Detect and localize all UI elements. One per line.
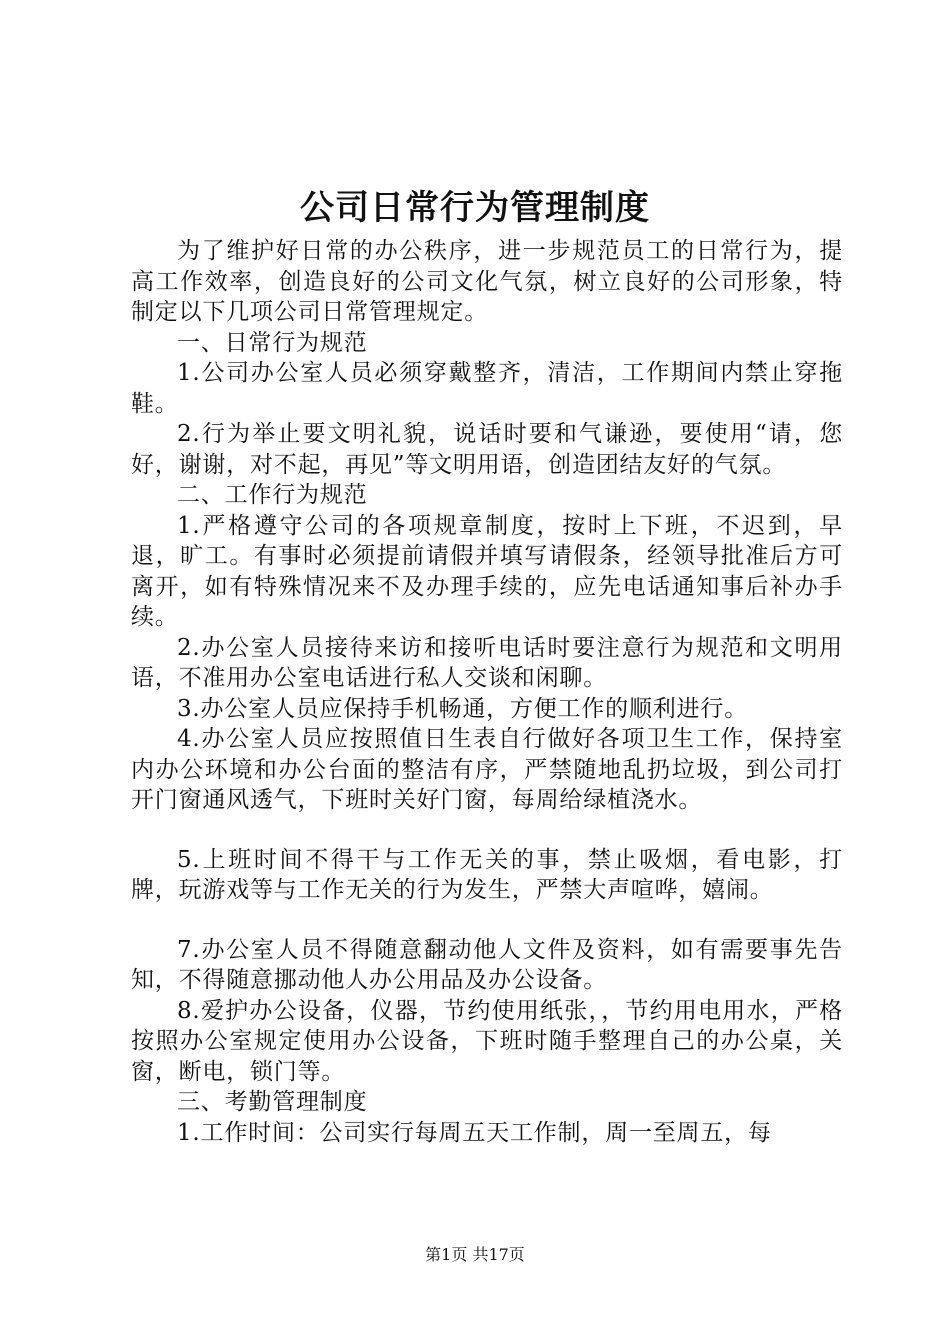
page-number-footer: 第1页 共17页	[425, 1245, 525, 1264]
intro-paragraph: 为了维护好日常的办公秩序，进一步规范员工的日常行为，提高工作效率，创造良好的公司文化气氛，树立良好的公司形象，特制定以下几项公司日常管理规定。	[131, 238, 843, 325]
paragraph: 2.办公室人员接待来访和接听电话时要注意行为规范和文明用语，不准用办公室电话进行私人交谈和闲聊。	[131, 634, 843, 691]
paragraph: 3.办公室人员应保持手机畅通，方便工作的顺利进行。	[177, 695, 748, 722]
paragraph: 2.行为举止要文明礼貌，说话时要和气谦逊，要使用“请，您好，谢谢，对不起，再见”等文明用语，创造团结友好的气氛。	[131, 421, 843, 478]
paragraph: 1.严格遵守公司的各项规章制度，按时上下班，不迟到，早退，旷工。有事时必须提前请假并填写请假条，经领导批准后方可离开，如有特殊情况来不及办理手续的，应先电话通知事后补办手续。	[131, 512, 843, 630]
paragraph: 7.办公室人员不得随意翻动他人文件及资料，如有需要事先告知，不得随意挪动他人办公用品及办公设备。	[131, 936, 843, 993]
section-heading: 二、工作行为规范	[177, 482, 368, 508]
paragraph: 5.上班时间不得干与工作无关的事，禁止吸烟，看电影，打牌，玩游戏等与工作无关的行为发生，严禁大声喧哗，嬉闹。	[131, 846, 843, 903]
blank-line	[131, 906, 843, 935]
section-heading: 一、日常行为规范	[177, 329, 368, 356]
paragraph: 8.爱护办公设备，仪器，节约使用纸张，，节约用电用水，严格按照办公室规定使用办公设备，下班时随手整理自己的办公桌，关窗，断电，锁门等。	[131, 997, 843, 1085]
section-heading: 三、考勤管理制度	[177, 1089, 368, 1115]
document-title: 公司日常行为管理制度	[300, 188, 650, 228]
paragraph: 4.办公室人员应按照值日生表自行做好各项卫生工作，保持室内办公环境和办公台面的整洁有序，严禁随地乱扔垃圾，到公司打开门窗通风透气，下班时关好门窗，每周给绿植浇水。	[131, 726, 843, 813]
paragraph: 1.工作时间：公司实行每周五天工作制，周一至周五，每	[177, 1119, 772, 1146]
document-body	[131, 236, 843, 1148]
paragraph: 1.公司办公室人员必须穿戴整齐，清洁，工作期间内禁止穿拖鞋。	[131, 360, 843, 417]
blank-line	[131, 816, 843, 845]
